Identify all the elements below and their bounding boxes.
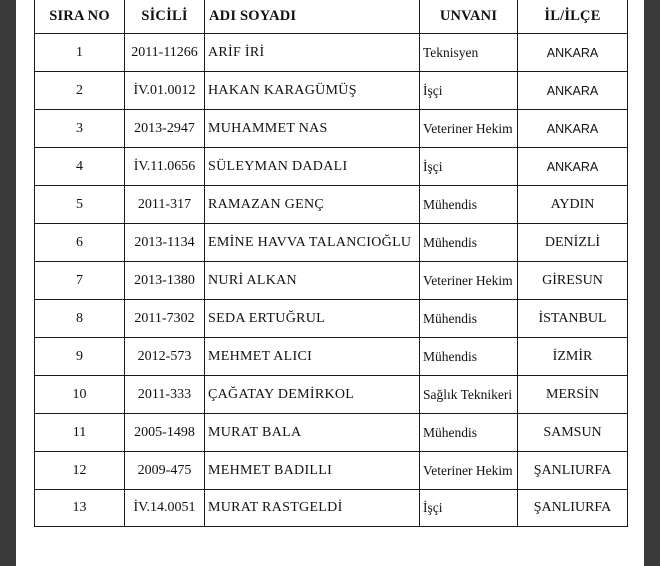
row-name: NURİ ALKAN: [205, 262, 420, 300]
row-name: EMİNE HAVVA TALANCIOĞLU: [205, 224, 420, 262]
row-title: Veteriner Hekim: [420, 452, 518, 490]
row-title: Mühendis: [420, 224, 518, 262]
row-city: ŞANLIURFA: [518, 452, 628, 490]
row-name: RAMAZAN GENÇ: [205, 186, 420, 224]
row-title: Mühendis: [420, 414, 518, 452]
row-no: 4: [35, 148, 125, 186]
row-name: SEDA ERTUĞRUL: [205, 300, 420, 338]
row-city: ŞANLIURFA: [518, 490, 628, 527]
row-sicil: 2011-7302: [125, 300, 205, 338]
table-row: [35, 490, 628, 527]
row-sicil: 2013-2947: [125, 110, 205, 148]
header-name: ADI SOYADI: [205, 0, 420, 34]
row-name: MEHMET BADILLI: [205, 452, 420, 490]
row-no: 6: [35, 224, 125, 262]
personnel-table: [34, 0, 628, 527]
table-row: [35, 452, 628, 490]
row-no: 5: [35, 186, 125, 224]
row-name: HAKAN KARAGÜMÜŞ: [205, 72, 420, 110]
row-title: İşçi: [420, 72, 518, 110]
row-city: AYDIN: [518, 186, 628, 224]
row-sicil: İV.01.0012: [125, 72, 205, 110]
table-row: [35, 72, 628, 110]
table-row: [35, 300, 628, 338]
row-title: Sağlık Teknikeri: [420, 376, 518, 414]
row-city: DENİZLİ: [518, 224, 628, 262]
header-title: UNVANI: [420, 0, 518, 34]
row-name: ÇAĞATAY DEMİRKOL: [205, 376, 420, 414]
row-city: İSTANBUL: [518, 300, 628, 338]
row-name: MURAT RASTGELDİ: [205, 490, 420, 527]
row-sicil: 2011-317: [125, 186, 205, 224]
row-sicil: 2011-333: [125, 376, 205, 414]
row-name: MEHMET ALICI: [205, 338, 420, 376]
row-sicil: İV.11.0656: [125, 148, 205, 186]
row-sicil: İV.14.0051: [125, 490, 205, 527]
row-no: 12: [35, 452, 125, 490]
row-no: 10: [35, 376, 125, 414]
row-city: SAMSUN: [518, 414, 628, 452]
table-row: [35, 224, 628, 262]
row-no: 9: [35, 338, 125, 376]
row-sicil: 2013-1380: [125, 262, 205, 300]
table-row: [35, 338, 628, 376]
table-row: [35, 262, 628, 300]
row-title: Veteriner Hekim: [420, 110, 518, 148]
row-no: 7: [35, 262, 125, 300]
row-city: MERSİN: [518, 376, 628, 414]
row-city: İZMİR: [518, 338, 628, 376]
row-city: ANKARA: [518, 34, 628, 72]
row-title: Mühendis: [420, 338, 518, 376]
header-sicil: SİCİLİ: [125, 0, 205, 34]
row-title: İşçi: [420, 148, 518, 186]
row-no: 3: [35, 110, 125, 148]
row-city: ANKARA: [518, 110, 628, 148]
header-no: SIRA NO: [35, 0, 125, 34]
table-row: [35, 148, 628, 186]
row-title: Veteriner Hekim: [420, 262, 518, 300]
row-name: SÜLEYMAN DADALI: [205, 148, 420, 186]
table-row: [35, 414, 628, 452]
row-title: İşçi: [420, 490, 518, 527]
table-row: [35, 376, 628, 414]
row-no: 11: [35, 414, 125, 452]
row-name: ARİF İRİ: [205, 34, 420, 72]
row-sicil: 2005-1498: [125, 414, 205, 452]
row-title: Mühendis: [420, 300, 518, 338]
row-no: 2: [35, 72, 125, 110]
row-no: 8: [35, 300, 125, 338]
row-city: GİRESUN: [518, 262, 628, 300]
row-no: 1: [35, 34, 125, 72]
row-name: MURAT BALA: [205, 414, 420, 452]
header-city: İL/İLÇE: [518, 0, 628, 34]
row-no: 13: [35, 490, 125, 527]
row-city: ANKARA: [518, 72, 628, 110]
row-sicil: 2009-475: [125, 452, 205, 490]
table-header-row: [35, 0, 628, 34]
row-title: Teknisyen: [420, 34, 518, 72]
row-sicil: 2012-573: [125, 338, 205, 376]
document-page: [16, 0, 644, 566]
row-sicil: 2013-1134: [125, 224, 205, 262]
row-sicil: 2011-11266: [125, 34, 205, 72]
table-row: [35, 186, 628, 224]
row-city: ANKARA: [518, 148, 628, 186]
row-title: Mühendis: [420, 186, 518, 224]
table-row: [35, 34, 628, 72]
table-row: [35, 110, 628, 148]
row-name: MUHAMMET NAS: [205, 110, 420, 148]
